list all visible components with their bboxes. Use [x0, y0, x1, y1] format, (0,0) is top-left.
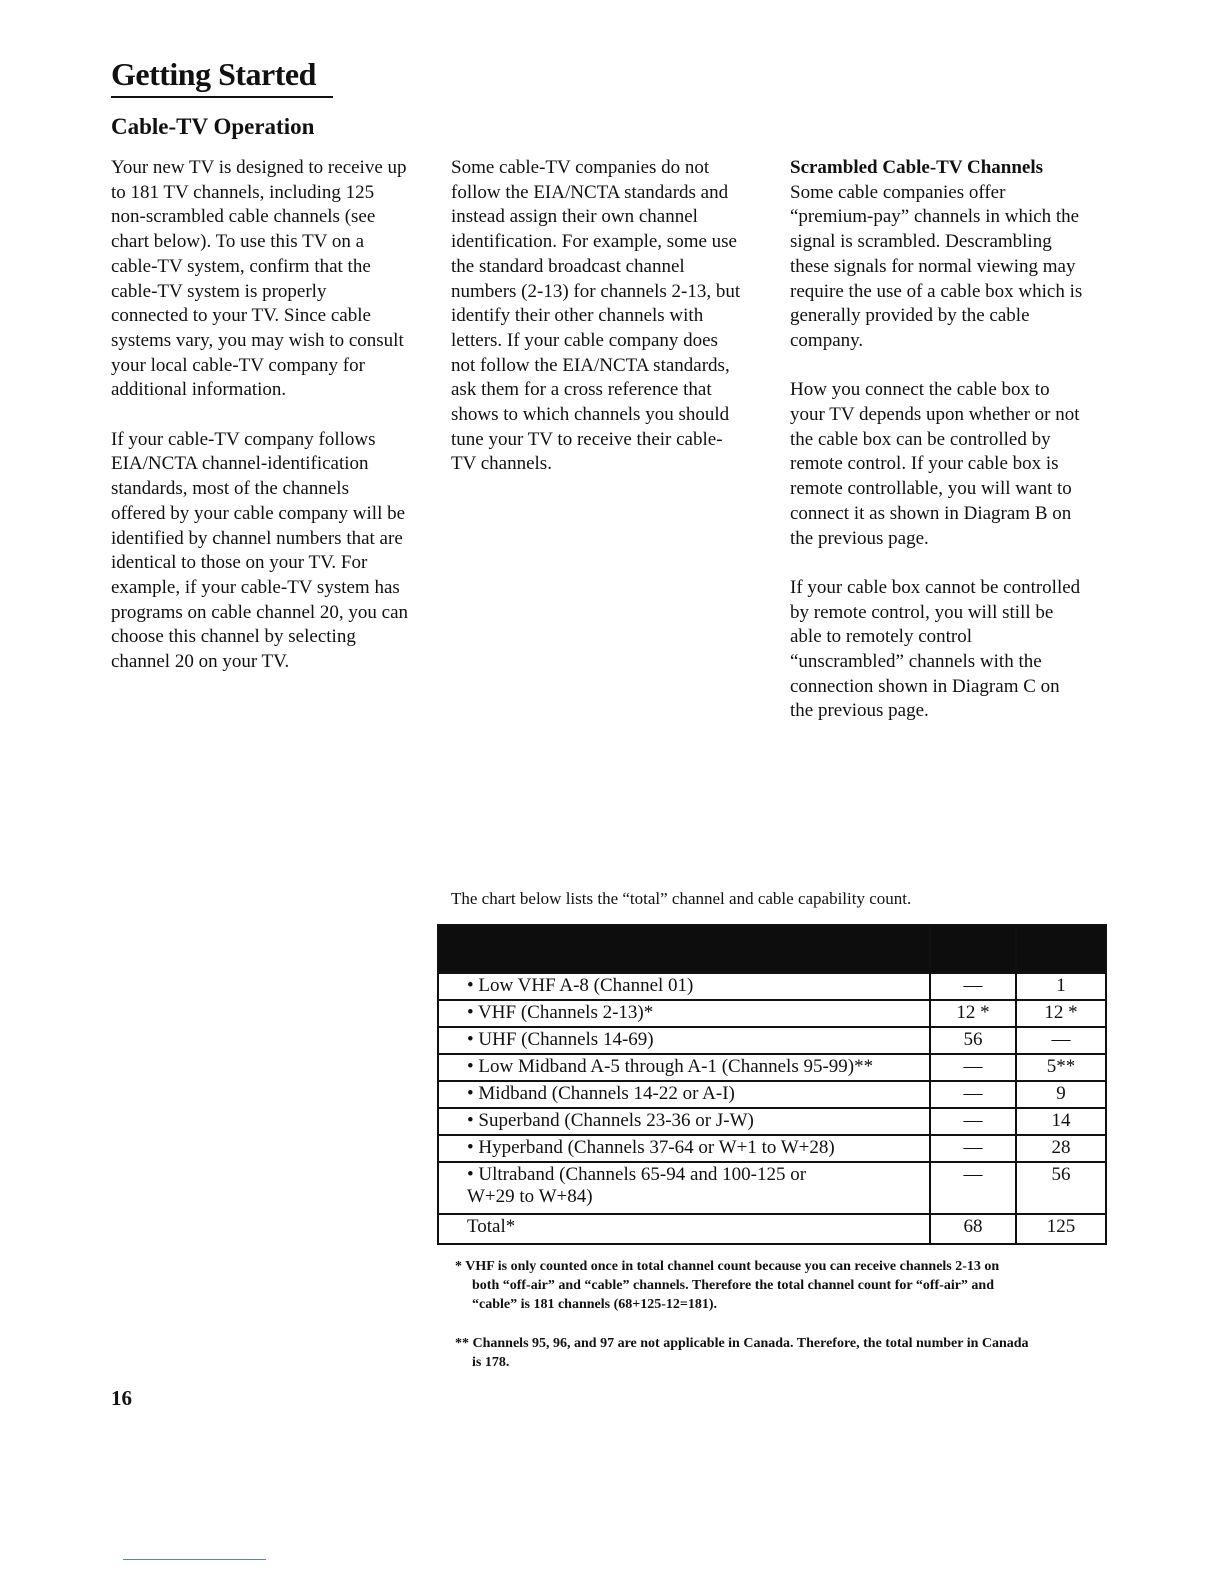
footnote-canada-line1: ** Channels 95, 96, and 97 are not applicable in Canada. Therefore, the total number in Canada — [455, 1336, 1029, 1351]
footnote-canada — [455, 1334, 1095, 1372]
column-3 — [790, 156, 1110, 749]
row-cable-count: 5** — [1016, 1054, 1106, 1081]
row-cable-count: 1 — [1016, 973, 1106, 1000]
page-number: 16 — [111, 1386, 132, 1410]
col1-paragraph-2: If your cable-TV company follows EIA/NCTA channel-identification standards, most of the channels offered by your cable company will be identified by channel numbers that are identical to those on your TV. For example, if your cable-TV system has programs on cable channel 20, you can choose this channel by selecting channel 20 on your TV. — [111, 428, 409, 673]
row-cable-count: 56 — [1016, 1162, 1106, 1214]
col2-paragraph-1: Some cable-TV companies do not follow the EIA/NCTA standards and instead assign their own channel identification. For example, some use the standard broadcast channel numbers (2-13) for channels 2-13, but identify their other channels with letters. If your cable company does not follow the EIA/NCTA standards, ask them for a cross reference that shows to which channels you should tune your TV to receive their cable- TV channels. — [451, 157, 741, 475]
row-off-air-count: — — [930, 1162, 1016, 1214]
row-off-air-count: — — [930, 973, 1016, 1000]
table-header-row — [438, 925, 1106, 973]
col1-paragraph-1: Your new TV is designed to receive up to 181 TV channels, including 125 non-scrambled cable channels (see chart below). To use this TV on a cable-TV system, confirm that the cable-TV system is properly connected to your TV. Since cable systems vary, you may wish to consult your local cable-TV company for additional information. — [111, 157, 407, 401]
total-cable-count: 125 — [1016, 1214, 1106, 1244]
row-label: • Low Midband A-5 through A-1 (Channels 95-99)** — [438, 1054, 930, 1081]
table-row — [438, 1108, 1106, 1135]
row-cable-count: 28 — [1016, 1135, 1106, 1162]
row-label: • Ultraband (Channels 65-94 and 100-125 or W+29 to W+84) — [438, 1162, 930, 1214]
table-row — [438, 1135, 1106, 1162]
row-label: • VHF (Channels 2-13)* — [438, 1000, 930, 1027]
column-1 — [111, 156, 441, 699]
table-row — [438, 1000, 1106, 1027]
col3-paragraph-3: If your cable box cannot be controlled by remote control, you will still be able to remotely control “unscrambled” channels with the connection shown in Diagram C on the previous page. — [790, 576, 1081, 722]
column-2 — [451, 156, 781, 502]
table-row — [438, 1027, 1106, 1054]
row-label: • UHF (Channels 14-69) — [438, 1027, 930, 1054]
footer-rule — [123, 1559, 266, 1560]
section-title: Cable-TV Operation — [111, 114, 315, 139]
row-off-air-count: — — [930, 1054, 1016, 1081]
row-label: • Hyperband (Channels 37-64 or W+1 to W+28) — [438, 1135, 930, 1162]
row-cable-count: 9 — [1016, 1081, 1106, 1108]
table-row — [438, 1054, 1106, 1081]
header-cell-label — [438, 925, 930, 973]
row-off-air-count: 12 * — [930, 1000, 1016, 1027]
total-off-air-count: 68 — [930, 1214, 1016, 1244]
col3-paragraph-1 — [790, 156, 1110, 354]
col3-paragraph-1-text: Some cable companies offer “premium-pay” channels in which the signal is scrambled. Descrambling these signals for normal viewing may require the use of a cable box which is generally provided by the cable company. — [790, 181, 1083, 351]
chart-intro: The chart below lists the “total” channel and cable capability count. — [451, 889, 912, 908]
channel-count-table — [437, 924, 1107, 1245]
row-cable-count: 12 * — [1016, 1000, 1106, 1027]
total-row — [438, 1214, 1106, 1244]
row-label: • Low VHF A-8 (Channel 01) — [438, 973, 930, 1000]
title-underline — [111, 96, 333, 98]
footnote-canada-rest: is 178. — [472, 1355, 510, 1370]
header-cell-off-air — [930, 925, 1016, 973]
table-row — [438, 1081, 1106, 1108]
row-cable-count: — — [1016, 1027, 1106, 1054]
table-row — [438, 973, 1106, 1000]
footnote-vhf — [455, 1257, 1095, 1314]
table-row — [438, 1162, 1106, 1214]
page-title: Getting Started — [111, 56, 316, 92]
row-cable-count: 14 — [1016, 1108, 1106, 1135]
row-label: • Midband (Channels 14-22 or A-I) — [438, 1081, 930, 1108]
total-label: Total* — [438, 1214, 930, 1244]
row-label: • Superband (Channels 23-36 or J-W) — [438, 1108, 930, 1135]
col3-paragraph-2: How you connect the cable box to your TV depends upon whether or not the cable box can be controlled by remote control. If your cable box is remote controllable, you will want to connect it as shown in Diagram B on the previous page. — [790, 379, 1080, 549]
row-off-air-count: 56 — [930, 1027, 1016, 1054]
header-cell-cable — [1016, 925, 1106, 973]
footnote-vhf-rest: both “off-air” and “cable” channels. Therefore the total channel count for “off-air” and “cable” is 181 channels (68+125-12=181). — [472, 1278, 995, 1312]
scrambled-channels-subheading: Scrambled Cable-TV Channels — [790, 157, 1044, 178]
row-off-air-count: — — [930, 1135, 1016, 1162]
row-off-air-count: — — [930, 1081, 1016, 1108]
row-off-air-count: — — [930, 1108, 1016, 1135]
footnote-vhf-line1: * VHF is only counted once in total channel count because you can receive channels 2-13 on — [455, 1259, 1000, 1274]
